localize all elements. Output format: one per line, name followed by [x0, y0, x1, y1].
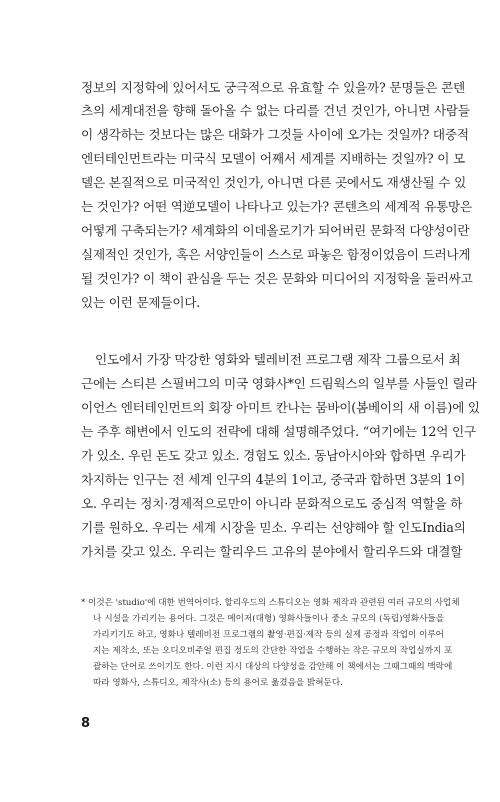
body-text-line: 될 것인가? 이 책이 관심을 두는 것은 문화와 미디어의 지정학을 둘러싸고 — [81, 271, 473, 286]
footnote-line: 괄하는 단어로 쓰이기도 한다. 이런 지시 대상의 다양성을 감안해 이 책에서는 그때그때의 맥락에 — [93, 662, 453, 672]
body-text-line: 오. 우리는 정치·경제적으로만이 아니라 문화적으로도 중심적 역할을 하 — [81, 496, 463, 511]
body-text-line: 있는 이런 문제들이다. — [81, 295, 201, 310]
body-text-line: 인도에서 가장 막강한 영화와 텔레비전 프로그램 제작 그룹으로서 최 — [95, 352, 461, 367]
body-text-line: 츠의 세계대전을 향해 돌아올 수 없는 다리를 건넌 것인가, 아니면 사람들 — [81, 103, 470, 118]
body-text-line: 는 것인가? 어떤 역逆모델이 나타나고 있는가? 콘텐츠의 세계적 유통망은 — [81, 199, 472, 214]
body-text-line: 차지하는 인구는 전 세계 인구의 4분의 1이고, 중국과 합하면 3분의 1이 — [81, 472, 466, 487]
body-text-line: 는 주후 해변에서 인도의 전략에 대해 설명해주었다. “여기에는 12억 인구 — [81, 424, 476, 439]
body-text-line: 기를 원하오. 우리는 세계 시장을 믿소. 우리는 선양해야 할 인도India의 — [81, 520, 466, 535]
body-text-line: 정보의 지정학에 있어서도 궁극적으로 유효할 수 있을까? 문명들은 콘텐 — [81, 80, 465, 95]
body-text-line: 근에는 스티븐 스필버그의 미국 영화사*인 드림웍스의 일부를 사들인 릴라 — [81, 376, 477, 391]
body-text-line: 이 생각하는 것보다는 많은 대화가 그것들 사이에 오가는 것일까? 대중적 — [81, 127, 469, 142]
body-text-line: 가치를 갖고 있소. 우리는 할리우드 고유의 분야에서 할리우드와 대결할 — [81, 544, 463, 559]
footnote-line: 따라 영화사, 스튜디오, 제작사(소) 등의 용어로 옮겼음을 밝혀둔다. — [93, 678, 343, 688]
body-text-line: 이언스 엔터테인먼트의 회장 아미트 칸나는 뭄바이(봄베이의 새 이름)에 있 — [81, 400, 480, 415]
footnote-line: * 이것은 'studio'에 대한 번역어이다. 할리우드의 스튜디오는 영화 제작과 관련된 여러 규모의 사업체 — [81, 598, 460, 608]
body-text-line: 가 있소. 우린 돈도 갖고 있소. 경험도 있소. 동남아시아와 합하면 우리가 — [81, 448, 466, 463]
footnote-line: 가리키기도 하고, 영화나 텔레비전 프로그램의 촬영·편집·제작 등의 실제 공정과 작업이 이루어 — [93, 630, 444, 640]
page-number: 8 — [81, 716, 91, 731]
footnote-line: 나 시설을 가리키는 용어다. 그것은 메이저(대형) 영화사들이나 중소 규모의 (독립)영화사들을 — [93, 614, 444, 624]
body-text-line: 실제적인 것인가, 혹은 서양인들이 스스로 파놓은 함정이었음이 드러나게 — [81, 247, 471, 262]
footnote-line: 지는 제작소, 또는 오디오비주얼 편집 정도의 간단한 작업을 수행하는 작은 규모의 작업실까지 포 — [93, 646, 453, 656]
body-text-line: 엔터테인먼트라는 미국식 모델이 어째서 세계를 지배하는 것일까? 이 모 — [81, 151, 465, 166]
body-text-line: 어떻게 구축되는가? 세계화의 이데올로기가 되어버린 문화적 다양성이란 — [81, 223, 470, 238]
body-text-line: 델은 본질적으로 미국적인 것인가, 아니면 다른 곳에서도 재생산될 수 있 — [81, 175, 467, 190]
